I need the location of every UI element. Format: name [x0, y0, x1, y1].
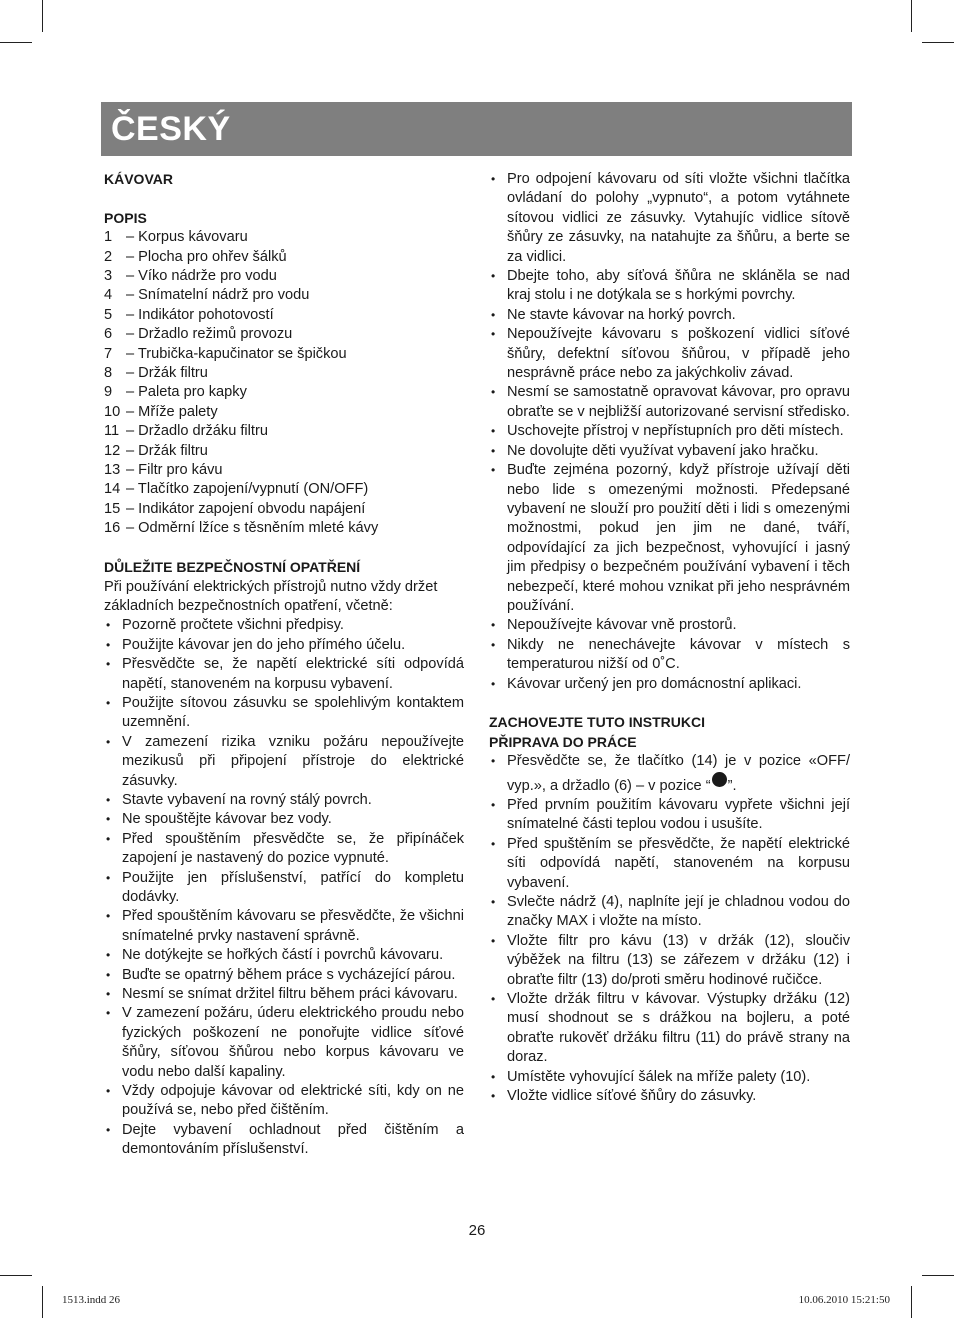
list-item: • Buďte zejména pozorný, když přístroje užívají děti nebo lide s omezenými možnosti. Předepsané vybavení ne slouží pro použití děti i lidi s omezenými možnostmi, pokud jen jim ne dané, tváří, odpovídající za jich bezpečnost, vyhovující i jasný jim předpisy o bezpečném používání vybavení i těch nebezpečí, které mohou vznikat při jeho nesprávném používání. [489, 461, 850, 616]
list-item [104, 228, 464, 247]
list-item: • Nepoužívejte kávovaru s poškození vidlici síťové šňůry, defektní síťovou šňůrou, v případě jeho nesprávně práce nebo za jakýchkoliv závad. [489, 325, 850, 383]
list-item: • Uschovejte přístroj v nepřístupních pro děti místech. [489, 422, 850, 441]
list-item: • Dbejte toho, aby síťová šňůra ne skláněla se nad kraj stolu i ne dotýkala se s horkými povrchy. [489, 267, 850, 306]
list-item: • Před spouštěním přesvědčte se, že připínáček zapojení je nastavený do pozice vypnuté. [104, 830, 464, 869]
item-number: 7 [104, 345, 113, 362]
left-column [104, 170, 464, 1160]
list-item: • V zamezení rizika vzniku požáru nepoužívejte mezikusů při připojení přístroje do elektrické zásuvky. [104, 733, 464, 791]
list-item: • Před spuštěním se přesvědčte, že napětí elektrické síti odpovídá napětí, stanoveném na korpusu vybavení. [489, 835, 850, 893]
item-text: – Snímatelní nádrž pro vodu [126, 287, 310, 304]
list-item: • Použijte kávovar jen do jeho přímého účelu. [104, 636, 464, 655]
item-number: 13 [104, 462, 121, 479]
crop-mark [911, 0, 912, 32]
page-title: ČESKÝ [111, 110, 231, 148]
list-item: • Vložte filtr pro kávu (13) v držák (12), sloučiv výběžek na filtru (13) se zářezem v držáku (12) i obraťte filtr (13) do/proti směru hodinové ručičce. [489, 932, 850, 990]
item-text: – Korpus kávovaru [126, 229, 248, 246]
right-column [489, 170, 850, 1106]
item-number: 14 [104, 481, 121, 498]
list-item: • Dejte vybavení ochladnout před čištěním a demontováním příslušenství. [104, 1121, 464, 1160]
list-item: • Přesvědčte se, že tlačítko (14) je v pozice «OFF/ vyp.», a držadlo (6) – v pozice “ ”. [489, 752, 850, 796]
list-item: • Pozorně pročtete všichni předpisy. [104, 616, 464, 635]
crop-mark [922, 42, 954, 43]
item-text: – Mříže palety [126, 403, 218, 420]
list-item: • Vložte držák filtru v kávovar. Výstupky držáku (12) musí shodnout se s drážkou na bojleru, a poté obraťte rukověť držáku filtru (11) do právě strany na doraz. [489, 990, 850, 1068]
list-item [104, 345, 464, 364]
list-item: • Svlečte nádrž (4), naplníte její je chladnou vodou do značky MAX i vložte na místo. [489, 893, 850, 932]
list-item: • Použijte jen příslušenství, patřící do kompletu dodávky. [104, 869, 464, 908]
item-text: – Držadlo režimů provozu [126, 326, 293, 343]
list-item [104, 325, 464, 344]
list-item [104, 422, 464, 441]
crop-mark [922, 1275, 954, 1276]
language-header [101, 102, 852, 156]
list-item [104, 364, 464, 383]
list-item [104, 519, 464, 538]
list-item: • Nikdy ne nenechávejte kávovar v místech s temperaturou nižší od 0˚C. [489, 636, 850, 675]
item-number: 2 [104, 248, 113, 265]
list-item: • V zamezení požáru, úderu elektrického proudu nebo fyzických poškození ne ponořujte vidlice síťové šňůry, síťovou šňůrou nebo korpus kávovaru ve vodu nebo další kapaliny. [104, 1004, 464, 1082]
list-item: • Ne dovolujte děti využívat vybavení jako hračku. [489, 442, 850, 461]
list-item [104, 248, 464, 267]
list-item: • Nepoužívejte kávovar vně prostorů. [489, 616, 850, 635]
list-item: • Vždy odpojuje kávovar od elektrické síti, kdy on ne používá se, nebo před čištěním. [104, 1082, 464, 1121]
product-heading: KÁVOVAR [104, 171, 173, 187]
item-text: – Tlačítko zapojení/vypnutí (ON/OFF) [126, 481, 369, 498]
safety-list [104, 616, 464, 1159]
item-number: 1 [104, 229, 113, 246]
list-item: • Pro odpojení kávovaru od síti vložte všichni tlačítka ovládaní do polohy „vypnuto“, a potom vytáhnete sítovou vidlici ze zásuvky. Vytahujíc vidlice sítově šňůry ze zásuvky, na natahujte za šňůru, a berte se za vidlici. [489, 170, 850, 267]
list-item [104, 267, 464, 286]
item-number: 15 [104, 500, 121, 517]
item-number: 4 [104, 287, 113, 304]
crop-mark [0, 42, 32, 43]
item-text: – Paleta pro kapky [126, 384, 247, 401]
item-number: 11 [104, 423, 120, 440]
list-item: • Vložte vidlice síťové šňůry do zásuvky. [489, 1087, 850, 1106]
item-number: 6 [104, 326, 113, 343]
description-heading: POPIS [104, 209, 147, 226]
crop-mark [911, 1286, 912, 1318]
item-text: – Plocha pro ohřev šálků [126, 248, 287, 265]
file-info: 1513.indd 26 [62, 1294, 121, 1306]
item-text: – Trubička-kapučinator se špičkou [126, 345, 347, 362]
crop-mark [42, 0, 43, 32]
item-number: 10 [104, 403, 121, 420]
item-text: – Držák filtru [126, 442, 208, 459]
item-text: – Indikátor zapojení obvodu napájení [126, 500, 366, 517]
safety-list-continued [489, 170, 850, 694]
item-text: – Indikátor pohotovostí [126, 306, 274, 323]
list-item: • Ne spouštějte kávovar bez vody. [104, 810, 464, 829]
list-item: • Umístěte vyhovující šálek na mříže palety (10). [489, 1068, 850, 1087]
item-text: – Víko nádrže pro vodu [126, 268, 277, 285]
list-item [104, 306, 464, 325]
list-item [104, 442, 464, 461]
crop-mark [0, 1275, 32, 1276]
item-text: – Filtr pro kávu [126, 462, 223, 479]
preparation-list [489, 752, 850, 1106]
list-item [104, 480, 464, 499]
preparation-heading: PŘIPRAVA DO PRÁCE [489, 733, 637, 750]
item-number: 8 [104, 365, 113, 382]
date-info: 10.06.2010 15:21:50 [798, 1294, 890, 1306]
list-item [104, 461, 464, 480]
item-number: 9 [104, 384, 113, 401]
safety-heading: DŮLEŽITE BEZPEČNOSTNÍ OPATŘENÍ [104, 559, 361, 576]
item-text: – Odměrní lžíce s těsněním mleté kávy [126, 520, 379, 537]
list-item: • Ne dotýkejte se hořkých částí i povrchů kávovaru. [104, 946, 464, 965]
list-item: • Stavte vybavení na rovný stálý povrch. [104, 791, 464, 810]
list-item: • Před spouštěním kávovaru se přesvědčte, že všichni snímatelné prvky nastavení správně. [104, 907, 464, 946]
item-number: 3 [104, 268, 113, 285]
item-number: 16 [104, 520, 121, 537]
keep-instructions-heading: ZACHOVEJTE TUTO INSTRUKCI [489, 714, 705, 731]
list-item [104, 403, 464, 422]
item-text: – Držadlo držáku filtru [126, 423, 268, 440]
list-item [104, 383, 464, 402]
list-item: • Buďte se opatrný během práce s vycházející párou. [104, 966, 464, 985]
parts-list [104, 228, 464, 539]
mode-dot-icon [712, 772, 727, 787]
list-item: • Před prvním použitím kávovaru vypřete všichni její snímatelné části teplou vodou i usušíte. [489, 796, 850, 835]
list-item [104, 500, 464, 519]
page-number: 26 [468, 1222, 486, 1239]
safety-intro: Při používání elektrických přístrojů nutno vždy držet základních bezpečnostních opatření, včetně: [104, 578, 438, 614]
item-number: 12 [104, 442, 121, 459]
crop-mark [42, 1286, 43, 1318]
list-item [104, 286, 464, 305]
item-text: – Držák filtru [126, 365, 208, 382]
list-item: • Nesmí se snímat držitel filtru během práci kávovaru. [104, 985, 464, 1004]
list-item: • Ne stavte kávovar na horký povrch. [489, 306, 850, 325]
item-number: 5 [104, 306, 113, 323]
list-item: • Nesmí se samostatně opravovat kávovar, pro opravu obraťte se v nejbližší autorizované servisní středisko. [489, 383, 850, 422]
list-item: • Kávovar určený jen pro domácnostní aplikaci. [489, 675, 850, 694]
list-item: • Použijte sítovou zásuvku se spolehlivým kontaktem uzemnění. [104, 694, 464, 733]
list-item: • Přesvědčte se, že napětí elektrické síti odpovídá napětí, stanoveném na korpusu vybavení. [104, 655, 464, 694]
